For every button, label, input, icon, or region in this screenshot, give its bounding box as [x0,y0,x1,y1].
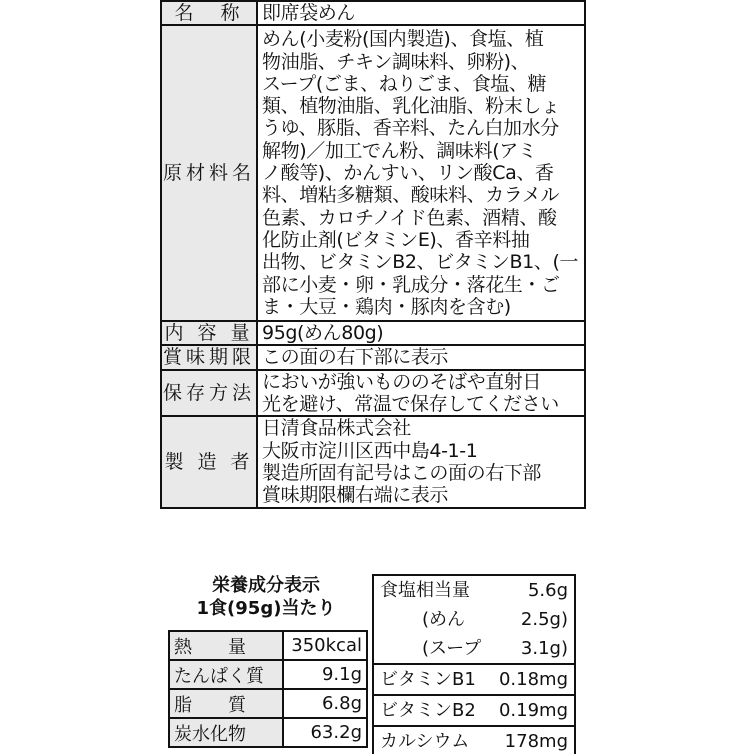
nutrition-row [374,634,574,663]
nutrition-row [374,725,574,756]
nutrient-value: 3.1g) [520,638,568,659]
row-header: 賞味期限 [162,346,255,369]
row-value: この面の右下部に表示 [257,345,585,369]
nutrition-row [169,660,367,689]
nutrient-value: 2.5g) [520,609,568,630]
row-value: においが強いもののそばや直射日 光を避け、常温で保存してください [257,370,585,417]
nutrition-title-block [160,574,372,620]
nutrient-name: 熱 量 [169,631,283,660]
nutrient-name: たんぱく質 [169,660,283,689]
nutrient-value: 9.1g [283,660,367,689]
nutrient-value: 350kcal [283,631,367,660]
nutrition-row [374,605,574,634]
nutrition-row [169,631,367,660]
nutrient-value: 178mg [504,731,568,752]
label-row-ingredients [161,25,585,321]
nutrient-name: 食塩相当量 [380,580,470,601]
nutrient-value: 6.8g [283,689,367,718]
nutrition-subtitle: 1食(95g)当たり [196,598,336,619]
nutrition-row [169,718,367,747]
nutrient-value: 0.18mg [498,669,568,690]
nutrient-name: (スープ [422,638,482,659]
label-row-name [161,1,585,25]
nutrition-table-right [372,574,576,754]
label-row-storage [161,370,585,417]
nutrient-name: 脂 質 [169,689,283,718]
nutrition-title: 栄養成分表示 [212,575,320,596]
row-value: 日清食品株式会社 大阪市淀川区西中島4-1-1 製造所固有記号はこの面の右下部 賞味期限欄右端に表示 [257,416,585,507]
nutrient-value: 5.6g [527,580,568,601]
row-header: 保存方法 [161,370,257,417]
nutrient-name: 炭水化物 [169,718,283,747]
row-value: 即席袋めん [257,1,585,25]
row-header: 内 容 量 [161,321,257,345]
row-header: 名 称 [161,1,257,25]
label-row-content [161,321,585,345]
row-value: めん(小麦粉(国内製造)、食塩、植 物油脂、チキン調味料、卵粉)、 スープ(ごま、ねりごま、食塩、糖 類、植物油脂、乳化油脂、粉末しょ うゆ、豚脂、香辛料、たん白加水分 解物)／加工でん粉、調味料(アミ ノ酸等)、かんすい、リン酸Ca、香 料、増粘多糖類、酸味料、カラメル 色素、カロチノイド色素、酒精、酸 化防止剤(ビタミンE)、香辛料抽 出物、ビタミンB2、ビタミンB1、(一 部に小麦・卵・乳成分・落花生・ご ま・大豆・鶏肉・豚肉を含む) [257,25,585,321]
ingredient-label-table [160,0,586,509]
row-header: 製 造 者 [161,416,257,507]
nutrition-row [374,576,574,605]
nutrient-name: (めん [422,609,466,630]
nutrition-row [374,663,574,694]
label-row-expiry [161,345,585,369]
nutrition-row [169,689,367,718]
nutrient-name: カルシウム [380,731,470,752]
nutrient-value: 0.19mg [498,700,568,721]
row-value: 95g(めん80g) [257,321,585,345]
nutrition-table-left [168,630,368,748]
row-header: 原材料名 [161,25,257,321]
label-row-manufacturer [161,416,585,507]
nutrient-name: ビタミンB2 [380,700,476,721]
nutrition-row [374,694,574,725]
nutrient-name: ビタミンB1 [380,669,476,690]
nutrient-value: 63.2g [283,718,367,747]
